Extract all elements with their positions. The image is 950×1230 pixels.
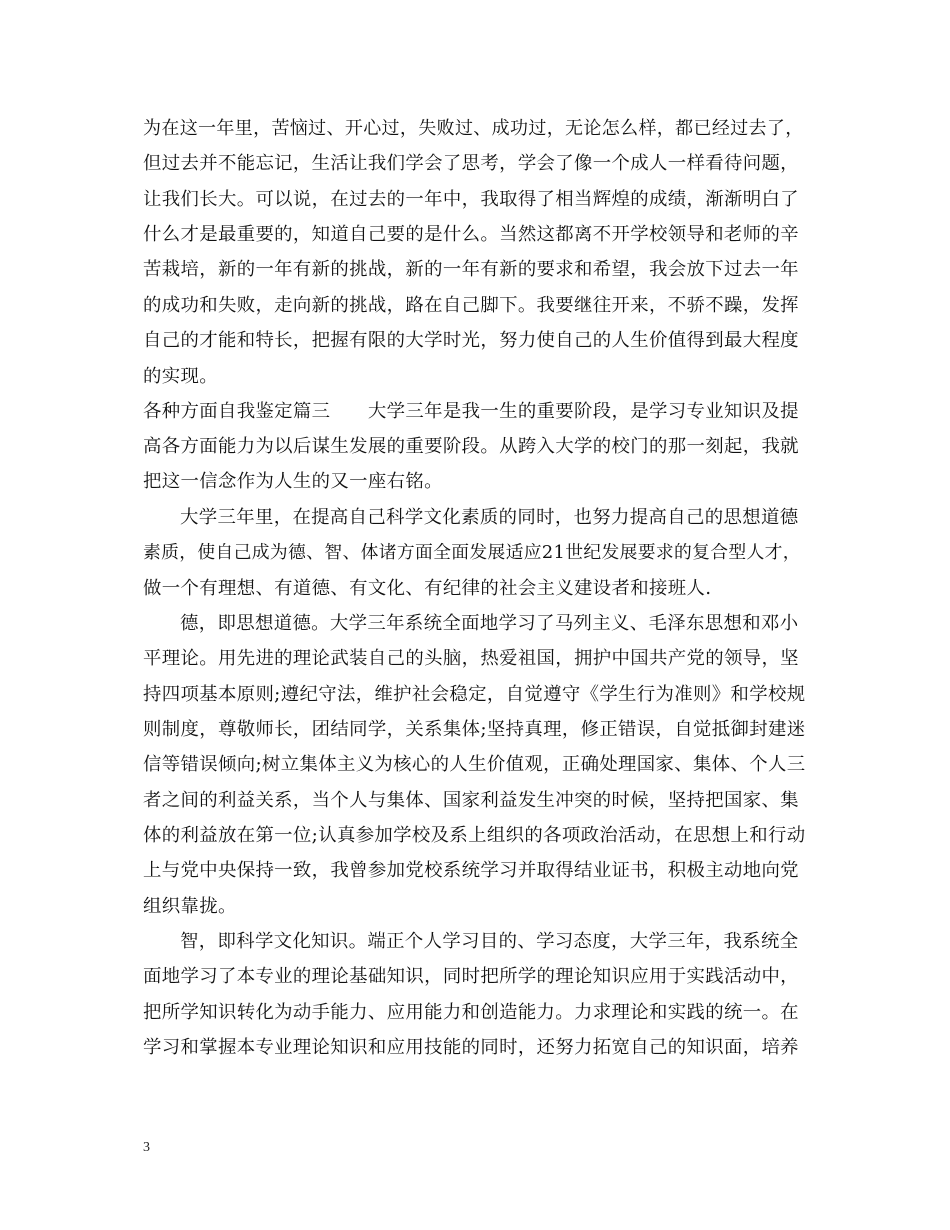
- text-line: 做一个有理想、有道德、有文化、有纪律的社会主义建设者和接班人.: [143, 578, 712, 599]
- text-line: 素质，使自己成为德、智、体诸方面全面发展适应21世纪发展要求的复合型人才，: [143, 542, 801, 563]
- text-line: 的实现。: [143, 366, 218, 387]
- paragraph-first-line: 智，即科学文化知识。端正个人学习目的、学习态度，大学三年，我系统全: [180, 931, 799, 952]
- section-heading-line: 各种方面自我鉴定篇三 大学三年是我一生的重要阶段，是学习专业知识及提: [143, 401, 799, 422]
- text-line: 高各方面能力为以后谋生发展的重要阶段。从跨入大学的校门的那一刻起，我就: [143, 436, 799, 457]
- text-line: 信等错误倾向;树立集体主义为核心的人生价值观，正确处理国家、集体、个人三: [143, 754, 806, 775]
- paragraph-first-line: 德，即思想道德。大学三年系统全面地学习了马列主义、毛泽东思想和邓小: [180, 613, 799, 634]
- text-line: 组织靠拢。: [143, 896, 237, 917]
- text-line: 自己的才能和特长，把握有限的大学时光，努力使自己的人生价值得到最大程度: [143, 330, 799, 351]
- text-line: 苦栽培，新的一年有新的挑战，新的一年有新的要求和希望，我会放下过去一年: [143, 259, 799, 280]
- text-line: 的成功和失败，走向新的挑战，路在自己脚下。我要继往开来，不骄不躁，发挥: [143, 295, 799, 316]
- text-line: 者之间的利益关系，当个人与集体、国家利益发生冲突的时候，坚持把国家、集: [143, 790, 799, 811]
- text-line: 持四项基本原则;遵纪守法，维护社会稳定，自觉遵守《学生行为准则》和学校规: [143, 684, 806, 705]
- paragraph-first-line: 大学三年里，在提高自己科学文化素质的同时，也努力提高自己的思想道德: [180, 507, 799, 528]
- text-line: 什么才是最重要的，知道自己要的是什么。当然这都离不开学校领导和老师的辛: [143, 224, 799, 245]
- text-line: 面地学习了本专业的理论基础知识，同时把所学的理论知识应用于实践活动中，: [143, 966, 799, 987]
- text-line: 平理论。用先进的理论武装自己的头脑，热爱祖国，拥护中国共产党的领导，坚: [143, 648, 799, 669]
- text-line: 把所学知识转化为动手能力、应用能力和创造能力。力求理论和实践的统一。在: [143, 1002, 799, 1023]
- page-number: 3: [143, 1140, 150, 1155]
- text-line: 上与党中央保持一致，我曾参加党校系统学习并取得结业证书，积极主动地向党: [143, 860, 799, 881]
- text-line: 但过去并不能忘记，生活让我们学会了思考，学会了像一个成人一样看待问题，: [143, 153, 799, 174]
- text-line: 为在这一年里，苦恼过、开心过，失败过、成功过，无论怎么样，都已经过去了，: [143, 118, 804, 139]
- text-line: 体的利益放在第一位;认真参加学校及系上组织的各项政治活动，在思想上和行动: [143, 825, 806, 846]
- text-line: 让我们长大。可以说，在过去的一年中，我取得了相当辉煌的成绩，渐渐明白了: [143, 189, 799, 210]
- text-line: 则制度，尊敬师长，团结同学，关系集体;坚持真理，修正错误，自觉抵御封建迷: [143, 719, 806, 740]
- text-line: 把这一信念作为人生的又一座右铭。: [143, 471, 443, 492]
- text-line: 学习和掌握本专业理论知识和应用技能的同时，还努力拓宽自己的知识面，培养: [143, 1037, 799, 1058]
